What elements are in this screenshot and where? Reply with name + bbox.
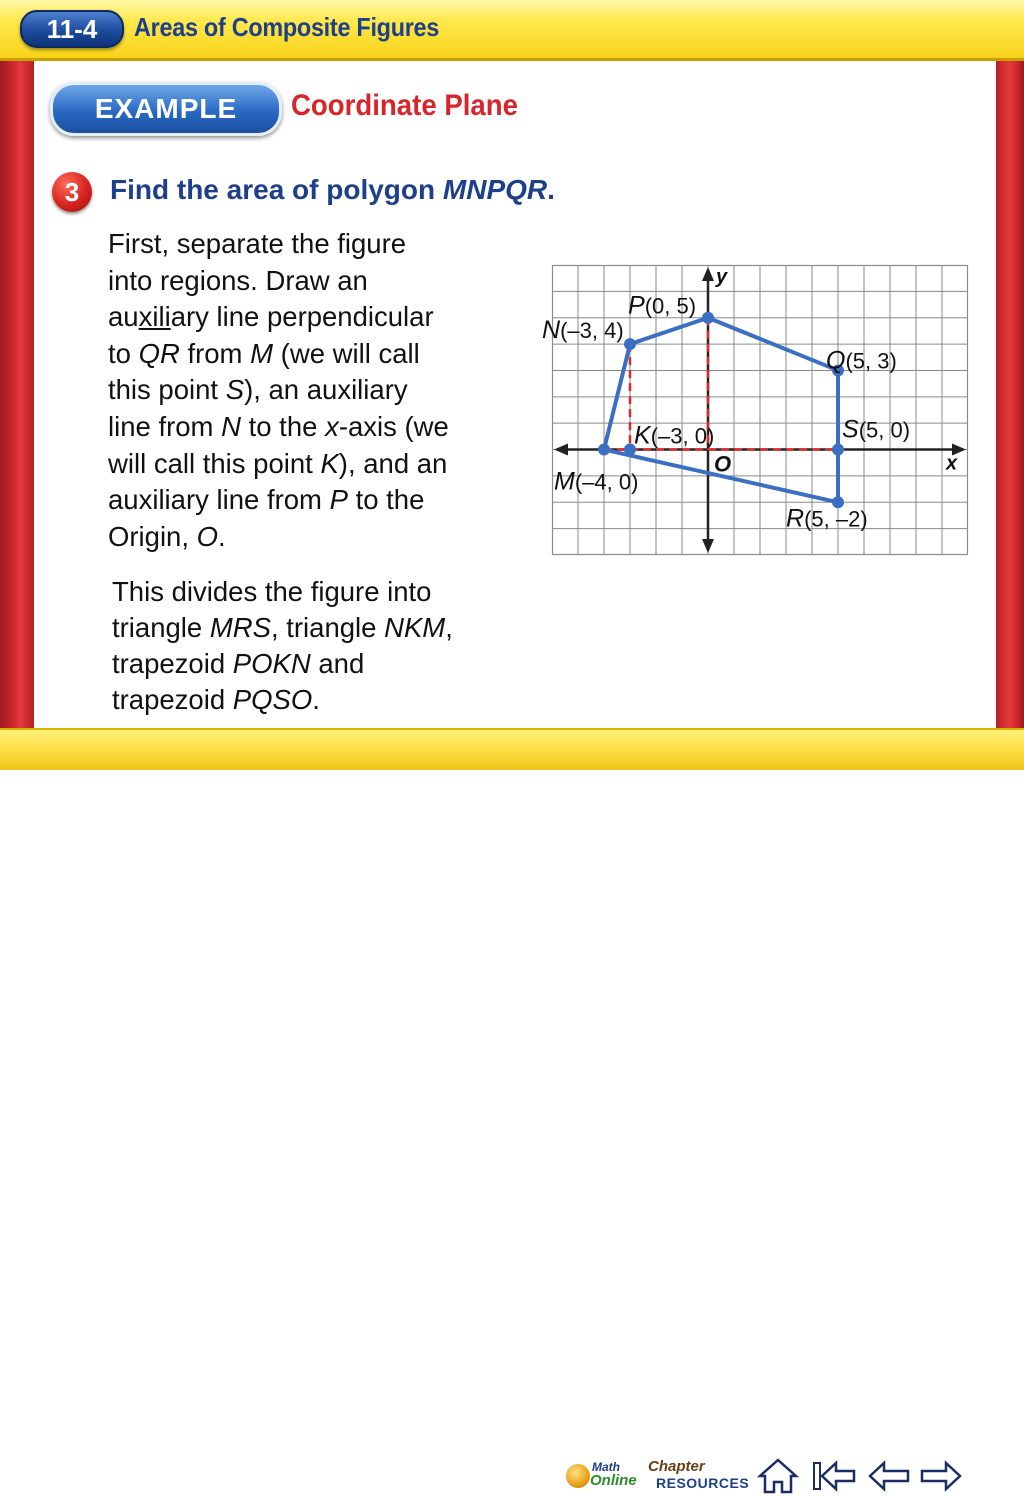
example-title: Coordinate Plane bbox=[291, 89, 518, 122]
first-slide-icon[interactable] bbox=[810, 1456, 858, 1496]
coordinate-plane-svg bbox=[542, 265, 968, 555]
point-name: S bbox=[842, 415, 859, 444]
text-run: to bbox=[108, 337, 139, 369]
point-label-n bbox=[542, 316, 624, 344]
previous-icon[interactable] bbox=[866, 1456, 912, 1496]
left-frame-bar bbox=[0, 0, 34, 768]
point-name: P bbox=[628, 291, 645, 320]
point-coordinates: (5, 3) bbox=[845, 348, 897, 374]
math-online-link[interactable] bbox=[566, 1458, 636, 1496]
text-run: ary line perpendicular bbox=[170, 301, 434, 333]
italic-run: NKM bbox=[384, 612, 446, 643]
question-lead: Find the area of polygon bbox=[110, 174, 443, 205]
point-coordinates: (5, 0) bbox=[858, 417, 911, 443]
home-icon[interactable] bbox=[756, 1456, 800, 1496]
math-online-label-1: Math bbox=[592, 1460, 620, 1474]
text-run: ), an auxiliary bbox=[244, 374, 408, 406]
conclusion-paragraph bbox=[112, 574, 552, 718]
example-badge: EXAMPLE bbox=[50, 82, 282, 136]
text-run: This divides the figure into bbox=[112, 576, 432, 607]
lesson-number-badge: 11-4 bbox=[20, 10, 124, 48]
resources-label: RESOURCES bbox=[656, 1475, 750, 1491]
text-run: line from bbox=[108, 410, 222, 442]
text-run: this point bbox=[108, 374, 226, 406]
text-run: auxiliary line from bbox=[108, 484, 330, 516]
right-frame-bar bbox=[996, 0, 1024, 768]
math-online-label-2: Online bbox=[590, 1472, 637, 1489]
text-run: Origin, bbox=[108, 520, 197, 552]
point-m bbox=[598, 444, 610, 456]
x-axis-label: x bbox=[946, 452, 958, 475]
italic-run: N bbox=[221, 410, 241, 442]
point-coordinates: (–3, 4) bbox=[560, 318, 624, 344]
text-run: , bbox=[445, 612, 453, 643]
italic-run: MRS bbox=[209, 612, 271, 643]
text-run: (we will call bbox=[273, 337, 420, 369]
coordinate-graph bbox=[542, 265, 968, 555]
italic-run: S bbox=[225, 374, 245, 406]
text-run: trapezoid bbox=[112, 648, 233, 679]
text-run: -axis (we bbox=[338, 410, 449, 442]
lesson-header-bar bbox=[0, 0, 1024, 61]
example-number-badge: 3 bbox=[52, 172, 92, 212]
point-label-r bbox=[786, 504, 868, 532]
question-end: . bbox=[547, 174, 555, 205]
italic-run: P bbox=[329, 484, 348, 516]
text-run: and bbox=[310, 648, 365, 679]
text-run: from bbox=[179, 337, 251, 369]
chapter-resources-link[interactable] bbox=[646, 1458, 750, 1496]
point-s bbox=[832, 444, 844, 456]
point-name: K bbox=[634, 421, 651, 450]
italic-run: POKN bbox=[232, 648, 311, 679]
point-name: Q bbox=[826, 346, 846, 375]
text-run: . bbox=[312, 684, 320, 715]
point-p bbox=[702, 312, 714, 324]
text-run: ), and an bbox=[338, 447, 448, 479]
point-coordinates: (–3, 0) bbox=[650, 423, 715, 449]
point-coordinates: (5, –2) bbox=[804, 506, 868, 532]
explanation-paragraph bbox=[108, 226, 548, 555]
italic-run: O bbox=[196, 520, 219, 552]
globe-icon bbox=[566, 1464, 590, 1488]
text-run: . bbox=[218, 520, 226, 552]
point-coordinates: (–4, 0) bbox=[574, 469, 639, 495]
origin-label: O bbox=[714, 451, 732, 477]
text-run: trapezoid bbox=[112, 684, 233, 715]
point-label-q bbox=[826, 346, 897, 374]
lesson-title: Areas of Composite Figures bbox=[134, 12, 440, 42]
text-run: , triangle bbox=[270, 612, 385, 643]
point-label-k bbox=[634, 422, 714, 450]
question-text bbox=[110, 174, 555, 206]
point-label-p bbox=[628, 292, 696, 320]
point-n bbox=[624, 338, 636, 350]
text-run: will call this point bbox=[108, 447, 321, 479]
point-name: R bbox=[786, 504, 805, 533]
text-run: au bbox=[108, 301, 139, 333]
next-icon[interactable] bbox=[918, 1456, 964, 1496]
footer-nav-bar bbox=[0, 728, 1024, 1491]
text-run: First, separate the figure bbox=[108, 228, 407, 259]
chapter-label: Chapter bbox=[648, 1458, 705, 1475]
question-polygon: MNPQR bbox=[442, 174, 548, 205]
text-run: into regions. Draw an bbox=[108, 264, 368, 296]
underlined-run: xili bbox=[138, 301, 171, 333]
italic-run: K bbox=[320, 447, 339, 479]
point-name: M bbox=[554, 467, 575, 496]
point-label-s bbox=[842, 416, 910, 444]
italic-run: M bbox=[250, 337, 274, 369]
text-run: triangle bbox=[112, 612, 210, 643]
italic-run: x bbox=[325, 410, 339, 442]
y-axis-label: y bbox=[716, 266, 728, 288]
point-label-m bbox=[554, 468, 638, 496]
point-coordinates: (0, 5) bbox=[644, 293, 697, 319]
text-run: to the bbox=[240, 410, 326, 442]
point-name: N bbox=[542, 316, 561, 345]
italic-run: QR bbox=[138, 337, 180, 369]
italic-run: PQSO bbox=[232, 684, 313, 715]
text-run: to the bbox=[347, 484, 425, 516]
